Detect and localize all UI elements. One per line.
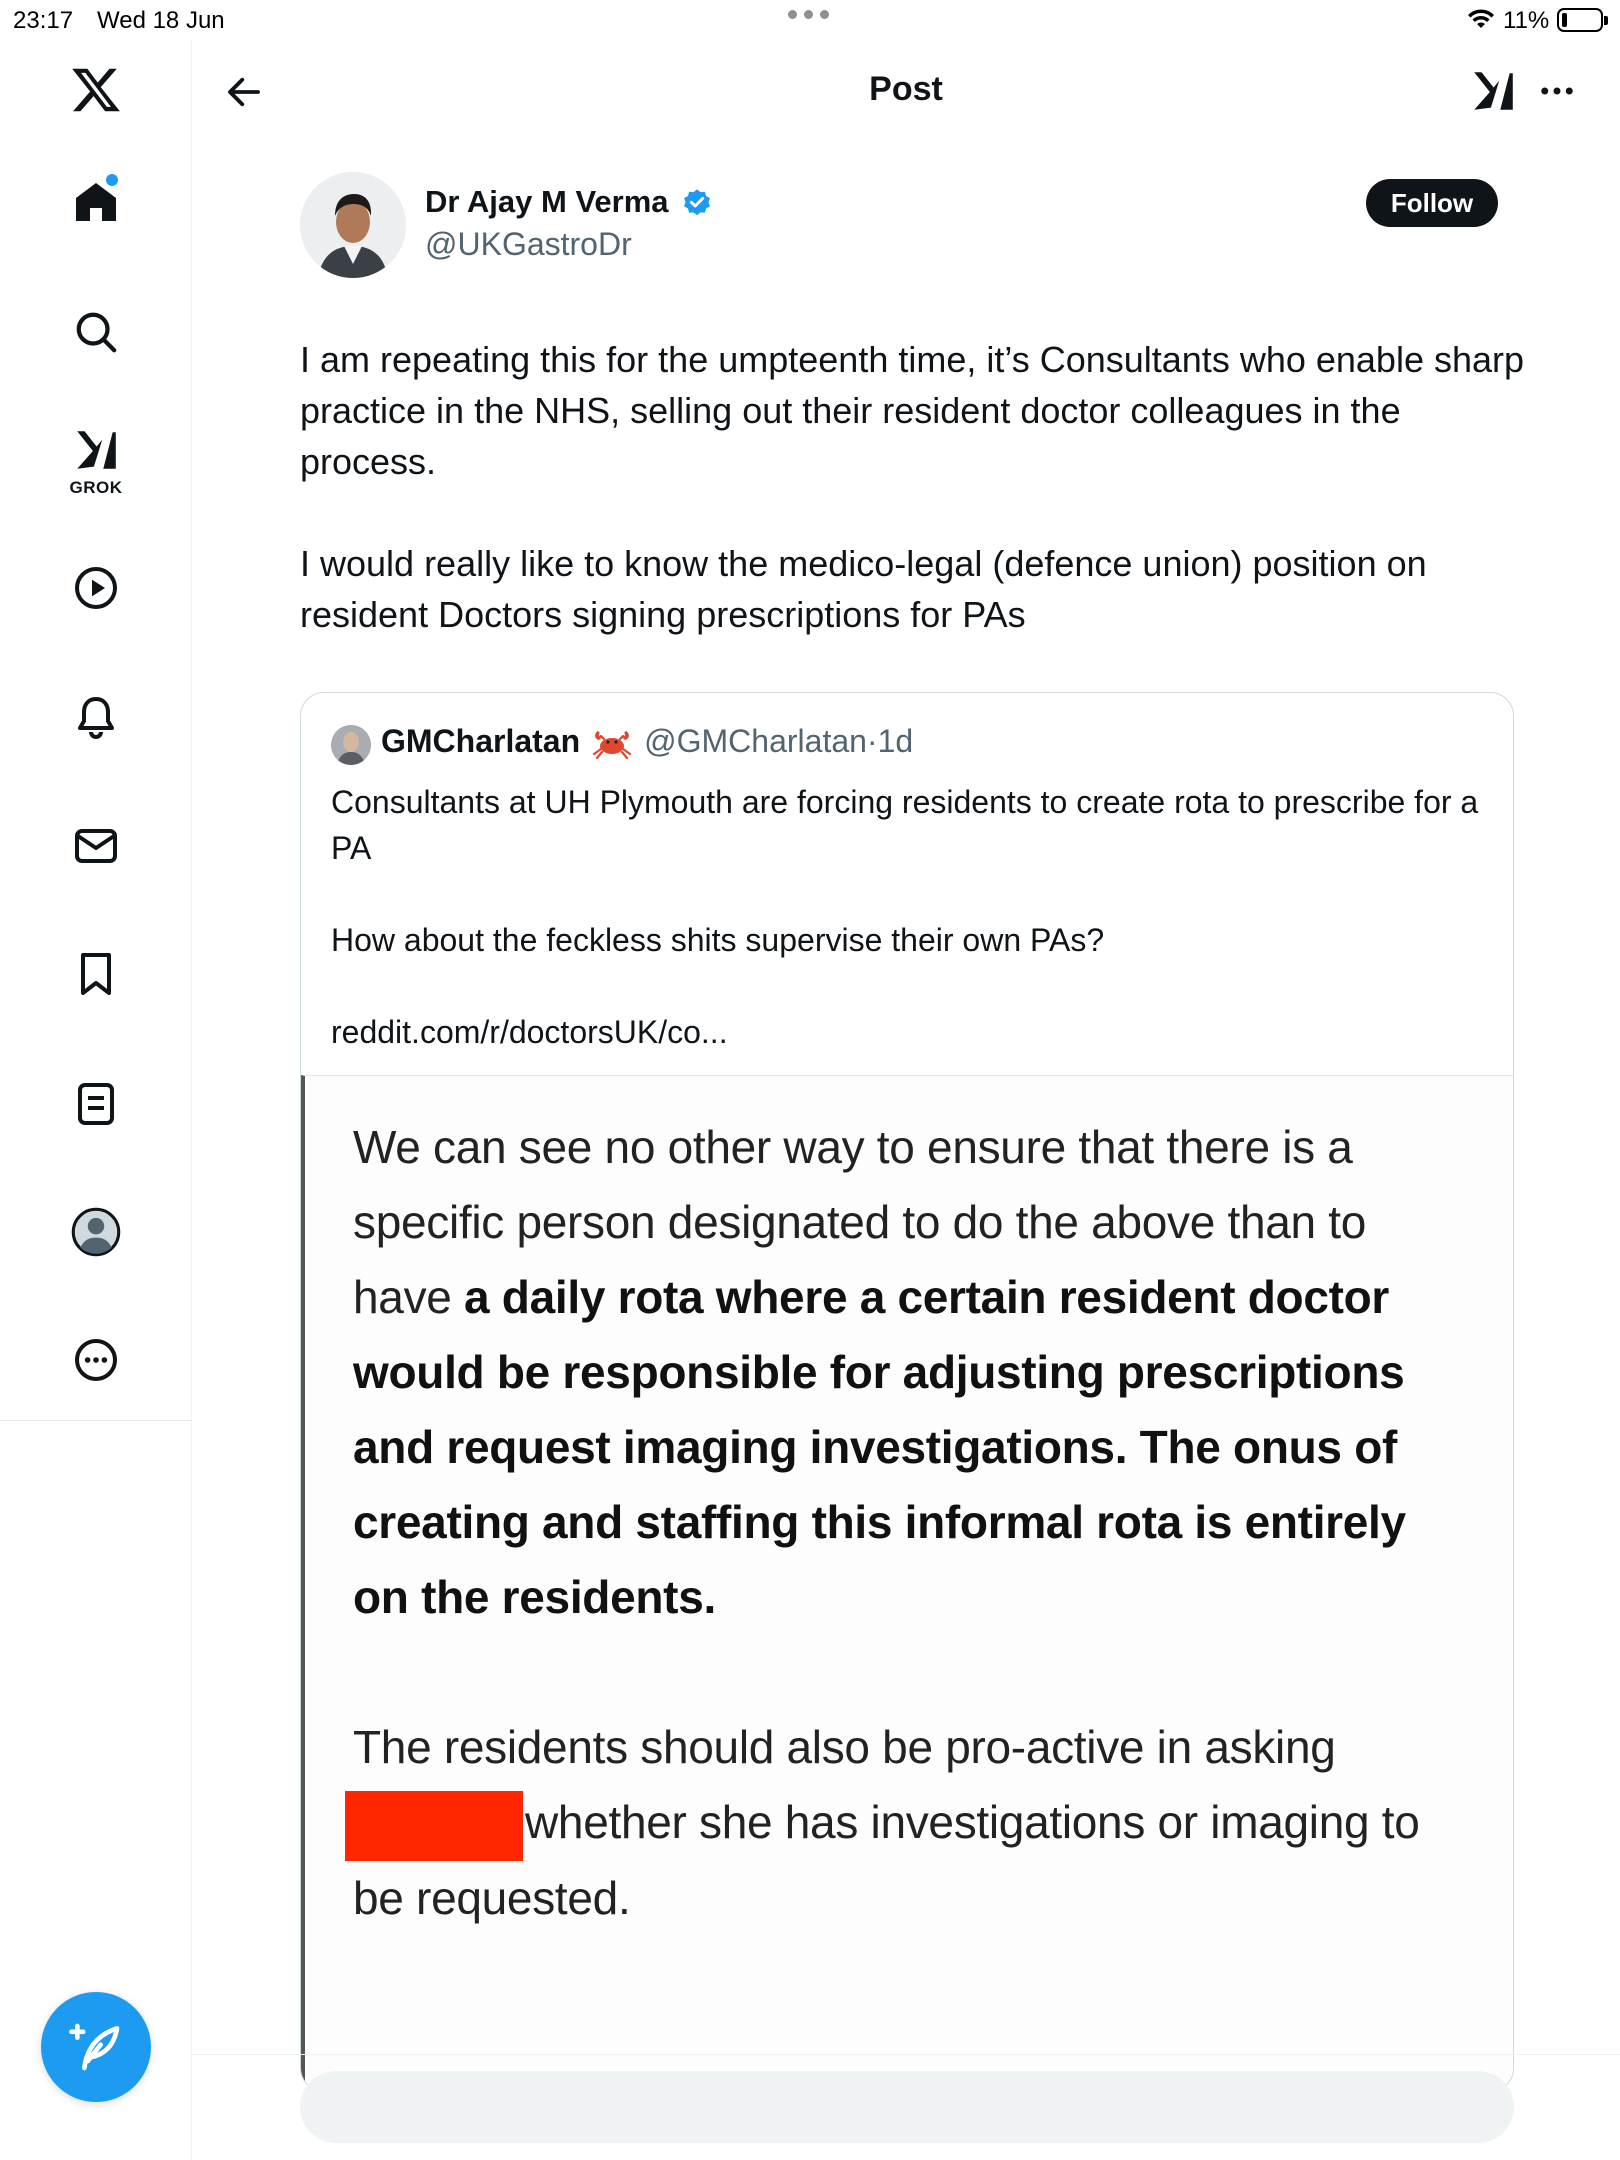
image-text-before-redaction: The residents should also be pro-active in asking bbox=[353, 1721, 1336, 1773]
quoted-post-line: Consultants at UH Plymouth are forcing residents to create rota to prescribe for a PA bbox=[331, 784, 1479, 866]
back-arrow-icon bbox=[223, 71, 265, 113]
more-options-button[interactable] bbox=[1532, 66, 1582, 116]
profile-icon[interactable] bbox=[70, 1206, 122, 1258]
compose-icon bbox=[68, 2019, 124, 2075]
quoted-post-time: 1d bbox=[877, 723, 914, 759]
quoted-post-card[interactable] bbox=[300, 692, 1514, 2092]
image-paragraph-2 bbox=[353, 1710, 1473, 1936]
grok-icon bbox=[1468, 66, 1518, 116]
sidebar-nav bbox=[0, 40, 192, 2160]
battery-icon bbox=[1557, 8, 1603, 32]
quoted-post-image[interactable] bbox=[301, 1075, 1514, 2092]
bell-icon[interactable] bbox=[70, 691, 122, 743]
quoted-author-handle[interactable]: @GMCharlatan bbox=[644, 723, 867, 759]
author-avatar[interactable] bbox=[300, 172, 406, 278]
image-text-bold: a daily rota where a certain resident doctor would be responsible for adjusting prescriptions and request imaging investigations. The onus of creating and staffing this informal rota is entirely on the residents. bbox=[353, 1271, 1406, 1623]
notification-dot bbox=[106, 174, 118, 186]
status-date: Wed 18 Jun bbox=[97, 7, 225, 34]
quoted-post-line: How about the feckless shits supervise their own PAs? bbox=[331, 922, 1105, 958]
battery-percent: 11% bbox=[1503, 7, 1550, 34]
wifi-icon bbox=[1466, 8, 1496, 32]
follow-button[interactable]: Follow bbox=[1366, 179, 1498, 227]
author-handle[interactable]: @UKGastroDr bbox=[425, 226, 632, 262]
image-text-block bbox=[353, 1110, 1473, 1936]
reply-input[interactable] bbox=[300, 2071, 1514, 2143]
quoted-author-avatar bbox=[331, 725, 371, 765]
post-paragraph: I am repeating this for the umpteenth time, it’s Consultants who enable sharp practice in the NHS, selling out their resident doctor colleagues in the process. bbox=[300, 339, 1525, 482]
bookmark-icon[interactable] bbox=[70, 948, 122, 1000]
post-body bbox=[300, 334, 1530, 691]
status-bar bbox=[0, 0, 1620, 40]
grok-button[interactable] bbox=[1466, 64, 1520, 118]
mail-icon[interactable] bbox=[70, 820, 122, 872]
status-time: 23:17 bbox=[13, 7, 74, 34]
post-paragraph: I would really like to know the medico-legal (defence union) position on resident Doctors signing prescriptions for PAs bbox=[300, 543, 1427, 635]
quoted-post-body bbox=[331, 779, 1491, 1055]
compose-button[interactable] bbox=[41, 1992, 151, 2102]
grok-label: GROK bbox=[69, 478, 123, 497]
reply-divider bbox=[192, 2054, 1620, 2055]
image-paragraph-1 bbox=[353, 1110, 1473, 1635]
crab-emoji-icon bbox=[590, 725, 634, 759]
quoted-post-header bbox=[381, 723, 913, 760]
more-horizontal-icon bbox=[1536, 70, 1578, 112]
image-text-after-redaction: whether she has investigations or imaging to be requested. bbox=[353, 1796, 1420, 1924]
back-button[interactable] bbox=[218, 66, 270, 118]
verified-badge-icon bbox=[681, 186, 713, 218]
page-title: Post bbox=[869, 70, 943, 108]
redaction-block bbox=[345, 1791, 523, 1861]
list-icon[interactable] bbox=[70, 1078, 122, 1130]
grok-icon[interactable] bbox=[70, 424, 122, 476]
quoted-author-name[interactable]: GMCharlatan bbox=[381, 723, 581, 759]
x-logo-icon[interactable] bbox=[70, 64, 122, 116]
more-icon[interactable] bbox=[70, 1334, 122, 1386]
image-text-normal: We can see no other way to ensure that there is a specific person designated to do the above than to have bbox=[353, 1121, 1367, 1323]
search-icon[interactable] bbox=[70, 306, 122, 358]
quoted-separator: · bbox=[866, 723, 878, 759]
author-name[interactable] bbox=[425, 184, 713, 220]
author-name-text: Dr Ajay M Verma bbox=[425, 184, 669, 219]
sidebar-divider bbox=[0, 1420, 192, 1421]
play-icon[interactable] bbox=[70, 562, 122, 614]
multitasking-dots-icon[interactable] bbox=[788, 10, 829, 19]
quoted-post-link[interactable]: reddit.com/r/doctorsUK/co... bbox=[331, 1014, 728, 1050]
